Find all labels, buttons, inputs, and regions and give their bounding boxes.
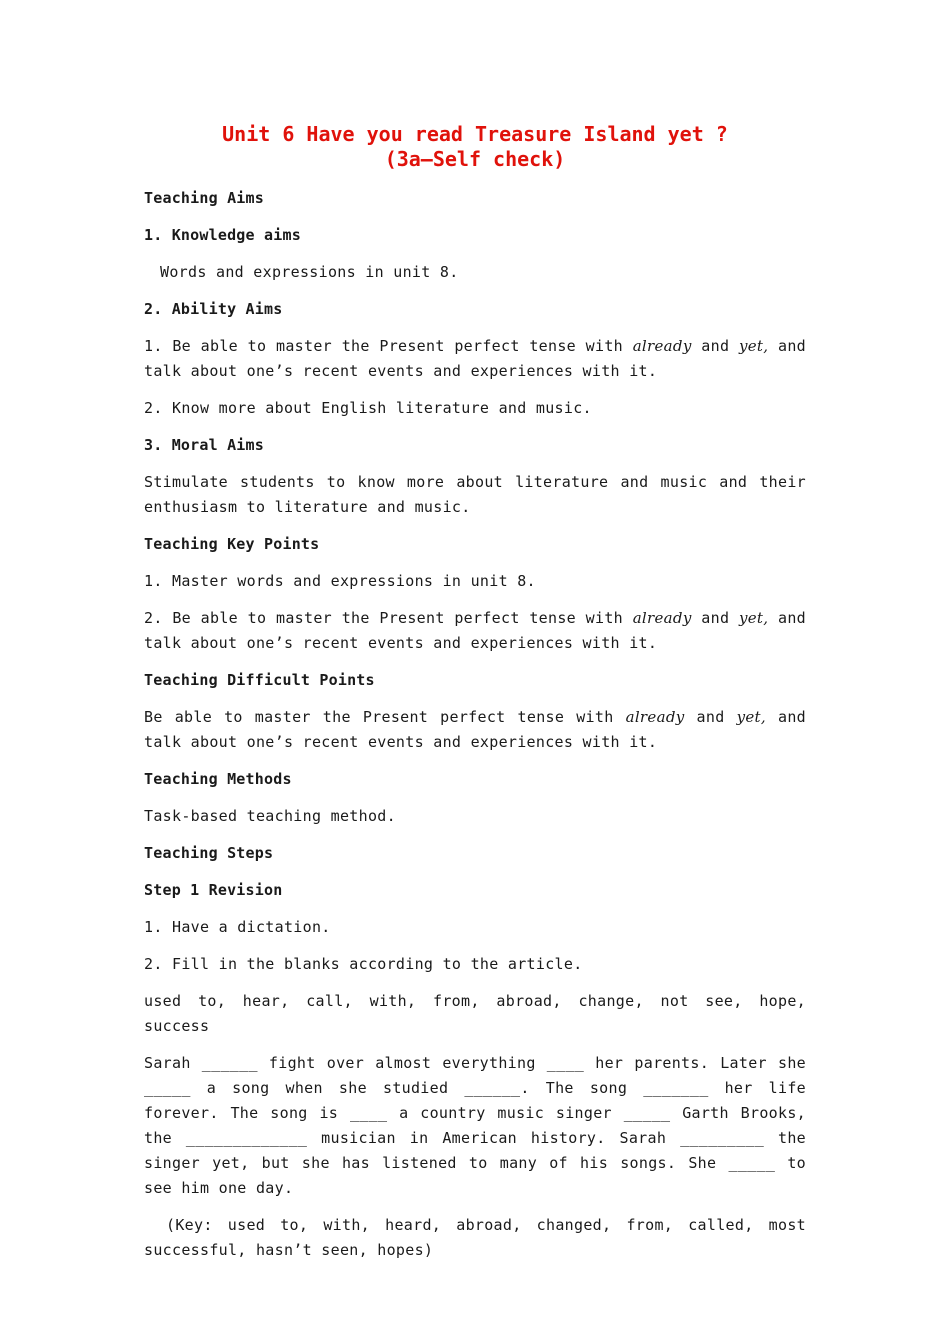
heading-ability-aims: 2. Ability Aims	[144, 300, 283, 318]
teaching-methods-text: Task-based teaching method.	[144, 807, 396, 825]
answer-key: (Key: used to, with, heard, abroad, changed, from, called, most successful, hasn’t seen, hopes)	[144, 1216, 806, 1259]
word-bank: used to, hear, call, with, from, abroad, change, not see, hope, success	[144, 992, 806, 1035]
title-line-2: (3a—Self check)	[384, 147, 566, 171]
step1-item-1: 1. Have a dictation.	[144, 918, 331, 936]
heading-teaching-aims: Teaching Aims	[144, 189, 264, 207]
heading-key-points: Teaching Key Points	[144, 535, 320, 553]
moral-aims-text: Stimulate students to know more about literature and music and their enthusiasm to literature and music.	[144, 473, 806, 516]
key-point-2: 2. Be able to master the Present perfect tense with already and yet, and talk about one’s recent events and experiences with it.	[144, 609, 806, 652]
key-point-1: 1. Master words and expressions in unit 8.	[144, 572, 536, 590]
heading-teaching-steps: Teaching Steps	[144, 844, 274, 862]
title-line-1: Unit 6 Have you read Treasure Island yet ?	[222, 122, 728, 146]
ability-aim-2: 2. Know more about English literature and music.	[144, 399, 592, 417]
fill-in-passage: Sarah ______ fight over almost everything ____ her parents. Later she _____ a song when she studied ______. The song _______ her life forever. The song is ____ a country music singer _____ Garth Brooks, the _____________ musician in American history. Sarah _________ the singer yet, but she has listened to many of his songs. She _____ to see him one day.	[144, 1054, 806, 1197]
heading-teaching-methods: Teaching Methods	[144, 770, 292, 788]
heading-step-1: Step 1 Revision	[144, 881, 283, 899]
step1-item-2: 2. Fill in the blanks according to the article.	[144, 955, 583, 973]
heading-knowledge-aims: 1. Knowledge aims	[144, 226, 301, 244]
ability-aim-1: 1. Be able to master the Present perfect tense with already and yet, and talk about one’s recent events and experiences with it.	[144, 337, 806, 380]
document-title	[144, 122, 806, 172]
heading-moral-aims: 3. Moral Aims	[144, 436, 264, 454]
knowledge-aims-text: Words and expressions in unit 8.	[160, 263, 459, 281]
difficult-points-text: Be able to master the Present perfect tense with already and yet, and talk about one’s recent events and experiences with it.	[144, 708, 806, 751]
heading-difficult-points: Teaching Difficult Points	[144, 671, 375, 689]
document-page	[144, 122, 806, 1263]
